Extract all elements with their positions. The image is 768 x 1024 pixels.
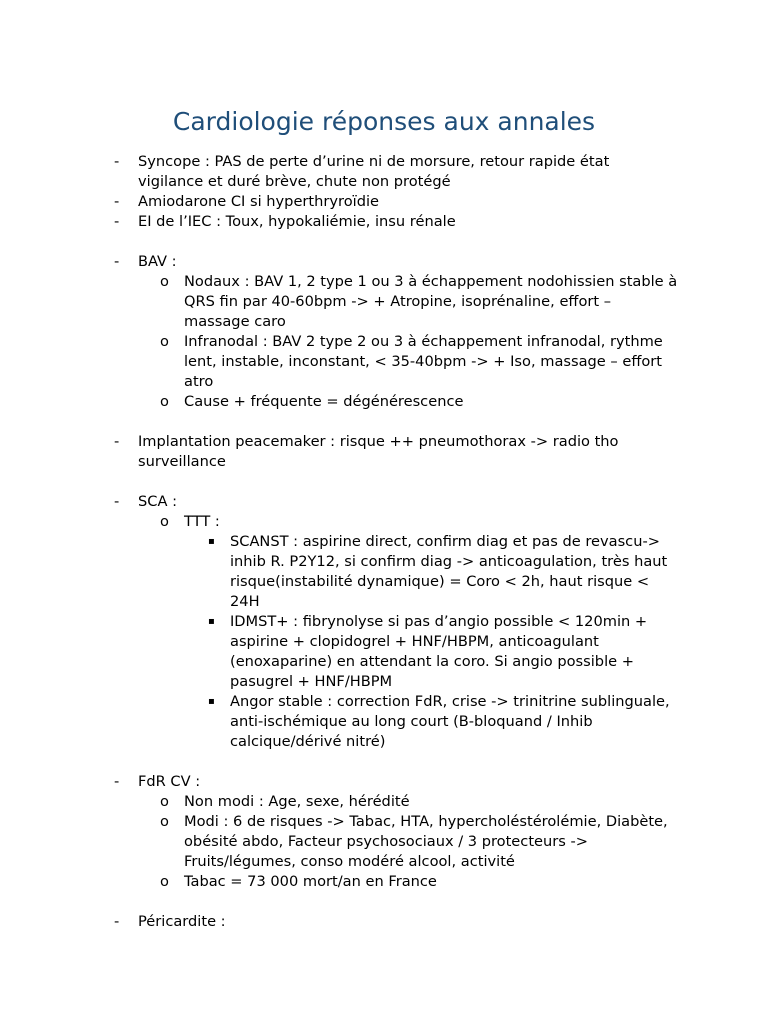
list-item-text: IDMST+ : fibrynolyse si pas d’angio possible < 120min + aspirine + clopidogrel + HNF/HBPM, anticoagulant (enoxaparine) en attendant la coro. Si angio possible + pasugrel + HNF/HBPM — [230, 613, 648, 690]
list-item-level-3 — [0, 692, 768, 752]
list-item-text: Syncope : PAS de perte d’urine ni de morsure, retour rapide état vigilance et duré brève, chute non protégé — [138, 153, 610, 190]
list-item-level-2 — [0, 872, 768, 892]
list-item-text: BAV : — [138, 253, 177, 270]
bullet-marker: - — [114, 193, 120, 210]
paragraph-spacer — [0, 412, 768, 432]
list-item-text: Modi : 6 de risques -> Tabac, HTA, hypercholéstérolémie, Diabète, obésité abdo, Facteur psychosociaux / 3 protecteurs -> Fruits/légumes, conso modéré alcool, activité — [184, 813, 668, 870]
bullet-marker: o — [160, 793, 169, 810]
list-item-text: TTT : — [184, 513, 220, 530]
list-item-text: FdR CV : — [138, 773, 201, 790]
list-item-level-2 — [0, 812, 768, 872]
list-item-level-2 — [0, 272, 768, 332]
list-item-level-3 — [0, 532, 768, 612]
list-item-text: Implantation peacemaker : risque ++ pneumothorax -> radio tho surveillance — [138, 433, 619, 470]
bullet-marker: ▪ — [208, 536, 215, 547]
paragraph-spacer — [0, 232, 768, 252]
bullet-marker: o — [160, 273, 169, 290]
paragraph-spacer — [0, 472, 768, 492]
list-item-level-2 — [0, 512, 768, 532]
bullet-marker: o — [160, 393, 169, 410]
bullet-marker: o — [160, 513, 169, 530]
bullet-marker: o — [160, 813, 169, 830]
bullet-marker: - — [114, 213, 120, 230]
list-item-text: Amiodarone CI si hyperthryroïdie — [138, 193, 379, 210]
list-item-text: Infranodal : BAV 2 type 2 ou 3 à échappement infranodal, rythme lent, instable, inconstant, < 35-40bpm -> + Iso, massage – effort atro — [184, 333, 663, 390]
document-title: Cardiologie réponses aux annales — [172, 107, 596, 136]
bullet-marker: ▪ — [208, 696, 215, 707]
list-item-text: EI de l’IEC : Toux, hypokaliémie, insu rénale — [138, 213, 456, 230]
list-item-level-2 — [0, 332, 768, 392]
list-item-level-2 — [0, 792, 768, 812]
list-item-text: SCANST : aspirine direct, confirm diag et pas de revascu-> inhib R. P2Y12, si confirm diag -> anticoagulation, très haut risque(instabilité dynamique) = Coro < 2h, haut risque < 24H — [230, 533, 668, 610]
bullet-marker: - — [114, 253, 120, 270]
paragraph-spacer — [0, 892, 768, 912]
list-item-level-1 — [0, 912, 768, 932]
list-item-text: Cause + fréquente = dégénérescence — [184, 393, 464, 410]
bullet-marker: - — [114, 433, 120, 450]
list-item-level-1 — [0, 152, 768, 192]
bullet-marker: o — [160, 873, 169, 890]
list-item-text: Tabac = 73 000 mort/an en France — [184, 873, 437, 890]
bullet-marker: - — [114, 773, 120, 790]
list-item-level-2 — [0, 392, 768, 412]
list-item-text: SCA : — [138, 493, 177, 510]
list-item-text: Péricardite : — [138, 913, 226, 930]
list-item-text: Non modi : Age, sexe, hérédité — [184, 793, 410, 810]
bullet-marker: - — [114, 153, 120, 170]
list-item-text: Angor stable : correction FdR, crise -> trinitrine sublinguale, anti-ischémique au long court (B-bloquand / Inhib calcique/dérivé nitré) — [230, 693, 670, 750]
list-item-level-1 — [0, 252, 768, 272]
list-item-level-1 — [0, 192, 768, 212]
document-body — [0, 152, 768, 932]
bullet-marker: - — [114, 493, 120, 510]
list-item-level-1 — [0, 492, 768, 512]
bullet-marker: ▪ — [208, 616, 215, 627]
bullet-marker: - — [114, 913, 120, 930]
list-item-level-1 — [0, 432, 768, 472]
bullet-marker: o — [160, 333, 169, 350]
list-item-level-3 — [0, 612, 768, 692]
paragraph-spacer — [0, 752, 768, 772]
list-item-text: Nodaux : BAV 1, 2 type 1 ou 3 à échappement nodohissien stable à QRS fin par 40-60bpm -> + Atropine, isoprénaline, effort – massage caro — [184, 273, 678, 330]
list-item-level-1 — [0, 772, 768, 792]
list-item-level-1 — [0, 212, 768, 232]
